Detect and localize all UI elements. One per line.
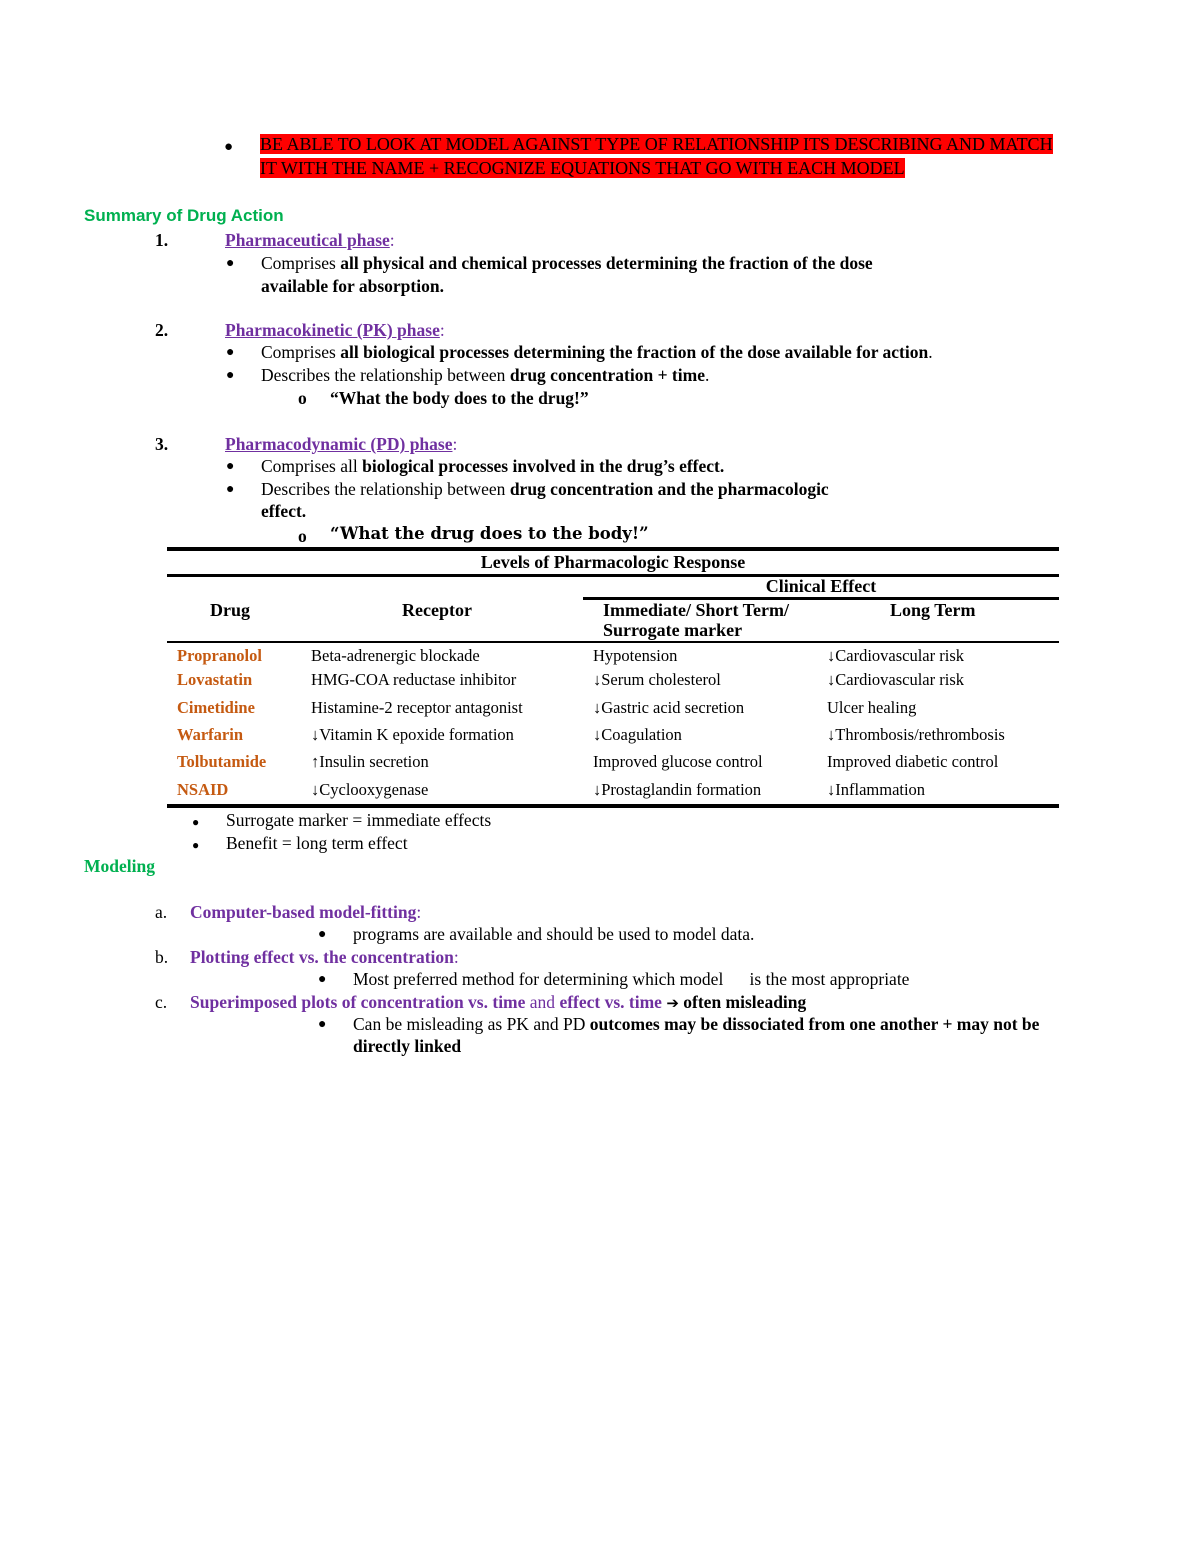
col-header-immediate-2: Surrogate marker [603, 620, 743, 640]
bullet-icon: ● [226, 482, 235, 497]
phase-bullet: Describes the relationship between drug concentration + time. [261, 365, 710, 385]
list-letter: a. [155, 902, 168, 922]
immediate-cell: ↓Gastric acid secretion [593, 698, 745, 717]
phase-number: 2. [155, 320, 169, 340]
table-title: Levels of Pharmacologic Response [480, 552, 746, 572]
phase-bullet: Comprises all physical and chemical processes determining the fraction of the dose [261, 253, 873, 273]
bullet-icon: ● [318, 972, 327, 987]
drug-cell: NSAID [177, 780, 229, 799]
phase-title: Pharmacodynamic (PD) phase: [225, 434, 458, 454]
phase-title: Pharmacokinetic (PK) phase: [225, 320, 445, 340]
long-term-cell: ↓Thrombosis/rethrombosis [827, 725, 1005, 744]
clinical-effect-header: Clinical Effect [765, 576, 877, 596]
bullet-icon: ● [192, 838, 200, 852]
phase-number: 3. [155, 434, 169, 454]
sub-bullet-marker: o [298, 526, 307, 546]
modeling-item-bullet: programs are available and should be used to model data. [353, 924, 755, 944]
modeling-item-bullet-cont: directly linked [353, 1036, 462, 1056]
summary-heading: Summary of Drug Action [84, 206, 284, 225]
immediate-cell: Hypotension [593, 646, 678, 665]
benefit-note: Benefit = long term effect [226, 833, 408, 853]
modeling-item-title: Plotting effect vs. the concentration: [190, 947, 459, 967]
col-header-immediate: Immediate/ Short Term/ [603, 600, 789, 620]
table-rule [167, 804, 1059, 808]
long-term-cell: ↓Cardiovascular risk [827, 670, 965, 689]
modeling-item-bullet: Can be misleading as PK and PD outcomes may be dissociated from one another + may not be [353, 1014, 1040, 1034]
receptor-cell: ↓Cyclooxygenase [311, 780, 429, 799]
immediate-cell: ↓Serum cholesterol [593, 670, 721, 689]
top-note-line2: IT WITH THE NAME + RECOGNIZE EQUATIONS THAT GO WITH EACH MODEL [260, 158, 905, 178]
drug-cell: Tolbutamide [177, 752, 267, 771]
list-letter: c. [155, 992, 168, 1012]
receptor-cell: Histamine-2 receptor antagonist [311, 698, 523, 717]
bullet-icon: ● [226, 256, 235, 271]
modeling-heading: Modeling [84, 856, 155, 876]
phase-bullet: Comprises all biological processes determining the fraction of the dose available for action. [261, 342, 933, 362]
phase-number: 1. [155, 230, 169, 250]
bullet-icon: ● [226, 459, 235, 474]
drug-cell: Lovastatin [177, 670, 253, 689]
arrow-right-icon: ➔ [666, 994, 679, 1012]
immediate-cell: ↓Prostaglandin formation [593, 780, 762, 799]
receptor-cell: ↑Insulin secretion [311, 752, 429, 771]
bullet-icon: ● [224, 139, 234, 155]
immediate-cell: Improved glucose control [593, 752, 763, 771]
drug-cell: Cimetidine [177, 698, 255, 717]
immediate-cell: ↓Coagulation [593, 725, 682, 744]
receptor-cell: ↓Vitamin K epoxide formation [311, 725, 514, 744]
drug-cell: Warfarin [177, 725, 243, 744]
table-rule [167, 547, 1059, 551]
drug-cell: Propranolol [177, 646, 262, 665]
modeling-item-title: Computer-based model-fitting: [190, 902, 422, 922]
phase-bullet-cont: effect. [261, 501, 307, 521]
long-term-cell: Ulcer healing [827, 698, 917, 717]
phase-bullet: Comprises all biological processes involved in the drug’s effect. [261, 456, 725, 476]
surrogate-note: Surrogate marker = immediate effects [226, 810, 492, 830]
phase-quote: “What the body does to the drug!” [330, 388, 589, 408]
phase-bullet: Describes the relationship between drug concentration and the pharmacologic [261, 479, 829, 499]
modeling-item-title: Superimposed plots of concentration vs. time and effect vs. time ➔ often misleading [190, 992, 807, 1012]
long-term-cell: ↓Cardiovascular risk [827, 646, 965, 665]
phase-title: Pharmaceutical phase: [225, 230, 395, 250]
receptor-cell: Beta-adrenergic blockade [311, 646, 480, 665]
phase-quote: “What the drug does to the body!” [330, 524, 649, 543]
phase-bullet-cont: available for absorption. [261, 276, 444, 296]
sub-bullet-marker: o [298, 388, 307, 408]
col-header-long-term: Long Term [890, 600, 976, 620]
top-note-line1: BE ABLE TO LOOK AT MODEL AGAINST TYPE OF RELATIONSHIP ITS DESCRIBING AND MATCH [260, 134, 1053, 154]
bullet-icon: ● [226, 368, 235, 383]
list-letter: b. [155, 947, 169, 967]
receptor-cell: HMG-COA reductase inhibitor [311, 670, 517, 689]
modeling-item-bullet: Most preferred method for determining which model is the most appropriate [353, 969, 910, 989]
table-rule [167, 641, 1059, 643]
col-header-drug: Drug [210, 600, 250, 620]
long-term-cell: ↓Inflammation [827, 780, 926, 799]
long-term-cell: Improved diabetic control [827, 752, 999, 771]
col-header-receptor: Receptor [402, 600, 472, 620]
bullet-icon: ● [192, 815, 200, 829]
bullet-icon: ● [318, 1017, 327, 1032]
bullet-icon: ● [226, 345, 235, 360]
bullet-icon: ● [318, 927, 327, 942]
